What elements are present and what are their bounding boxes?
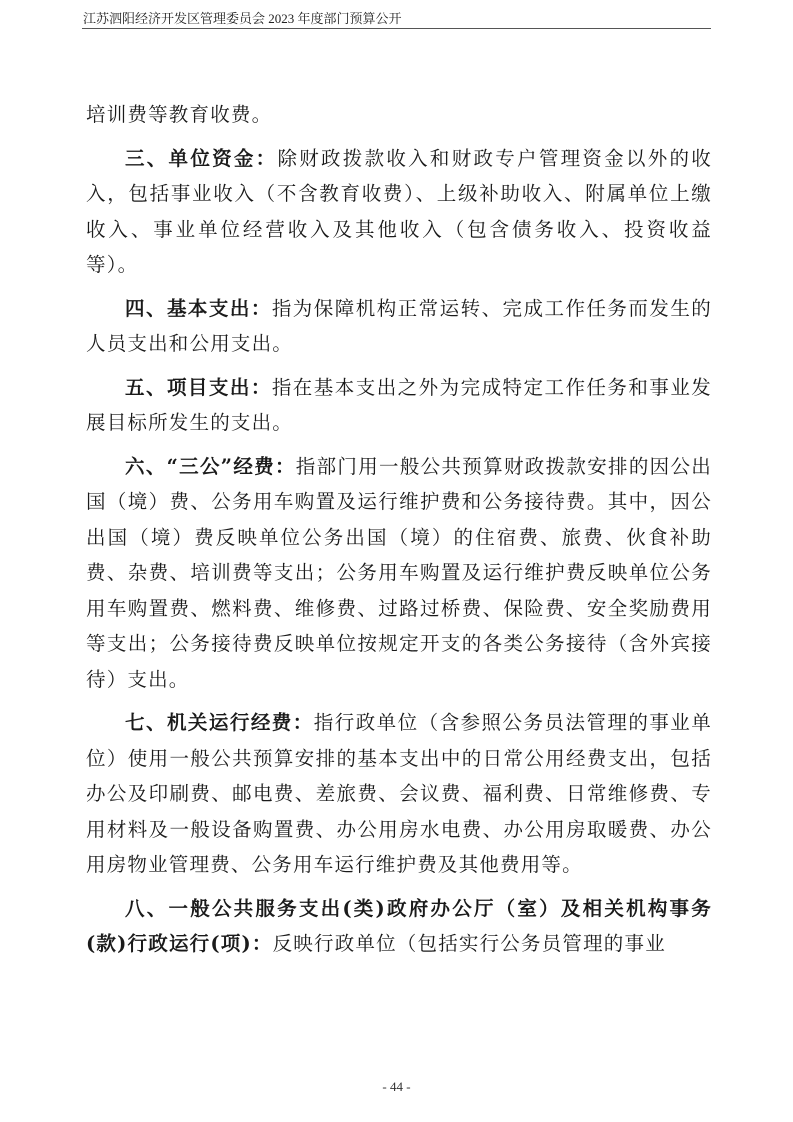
- paragraph-basic-expenditure: [86, 291, 712, 362]
- paragraph-text: 培训费等教育收费。: [86, 103, 273, 126]
- paragraph-three-public-expenses: [86, 449, 712, 698]
- paragraph-text: 反映行政单位（包括实行公务员管理的事业: [272, 932, 666, 955]
- term-heading: 六、“三公”经费：: [125, 454, 296, 478]
- paragraph-text: 指行政单位（含参照公务员法管理的事业单位）使用一般公共预算安排的基本支出中的日常公用经费支出，包括办公及印刷费、邮电费、差旅费、会议费、福利费、日常维修费、专用材料及一般设备购置费、办公用房水电费、办公用房取暖费、办公用房物业管理费、公务用车运行维护费及其他费用等。: [86, 711, 712, 876]
- header-divider: [82, 28, 711, 29]
- paragraph-text: 指为保障机构正常运转、完成工作任务而发生的人员支出和公用支出。: [86, 296, 713, 355]
- paragraph-text: 除财政拨款收入和财政专户管理资金以外的收入，包括事业收入（不含教育收费）、上级补助收入、附属单位上缴收入、事业单位经营收入及其他收入（包含债务收入、投资收益等）。: [86, 146, 712, 276]
- running-header: 江苏泗阳经济开发区管理委员会 2023 年度部门预算公开: [83, 11, 402, 26]
- term-heading: 三、单位资金：: [125, 146, 278, 170]
- term-heading: 四、基本支出：: [125, 296, 272, 320]
- document-body: [86, 97, 712, 970]
- paragraph-operating-costs: [86, 705, 712, 883]
- paragraph-unit-funds: [86, 141, 712, 283]
- term-heading: 七、机关运行经费：: [125, 711, 314, 734]
- term-heading: 五、项目支出：: [125, 375, 272, 399]
- paragraph-project-expenditure: [86, 370, 712, 441]
- paragraph-text: 指部门用一般公共预算财政拨款安排的因公出国（境）费、公务用车购置及运行维护费和公务接待费。其中，因公出国（境）费反映单位公务出国（境）的住宿费、旅费、伙食补助费、杂费、培训费等支出；公务用车购置及运行维护费反映单位公务用车购置费、燃料费、维修费、过路过桥费、保险费、安全奖励费用等支出；公务接待费反映单位按规定开支的各类公务接待（含外宾接待）支出。: [86, 454, 712, 691]
- paragraph-text: 指在基本支出之外为完成特定工作任务和事业发展目标所发生的支出。: [86, 375, 713, 434]
- term-heading: 八、一般公共服务支出(类)政府办公厅（室）及相关机构事务(款)行政运行(项)：: [86, 896, 712, 955]
- paragraph-general-public-services: [86, 891, 712, 962]
- page-number: - 44 -: [382, 1079, 411, 1094]
- paragraph-continuation: [86, 97, 712, 133]
